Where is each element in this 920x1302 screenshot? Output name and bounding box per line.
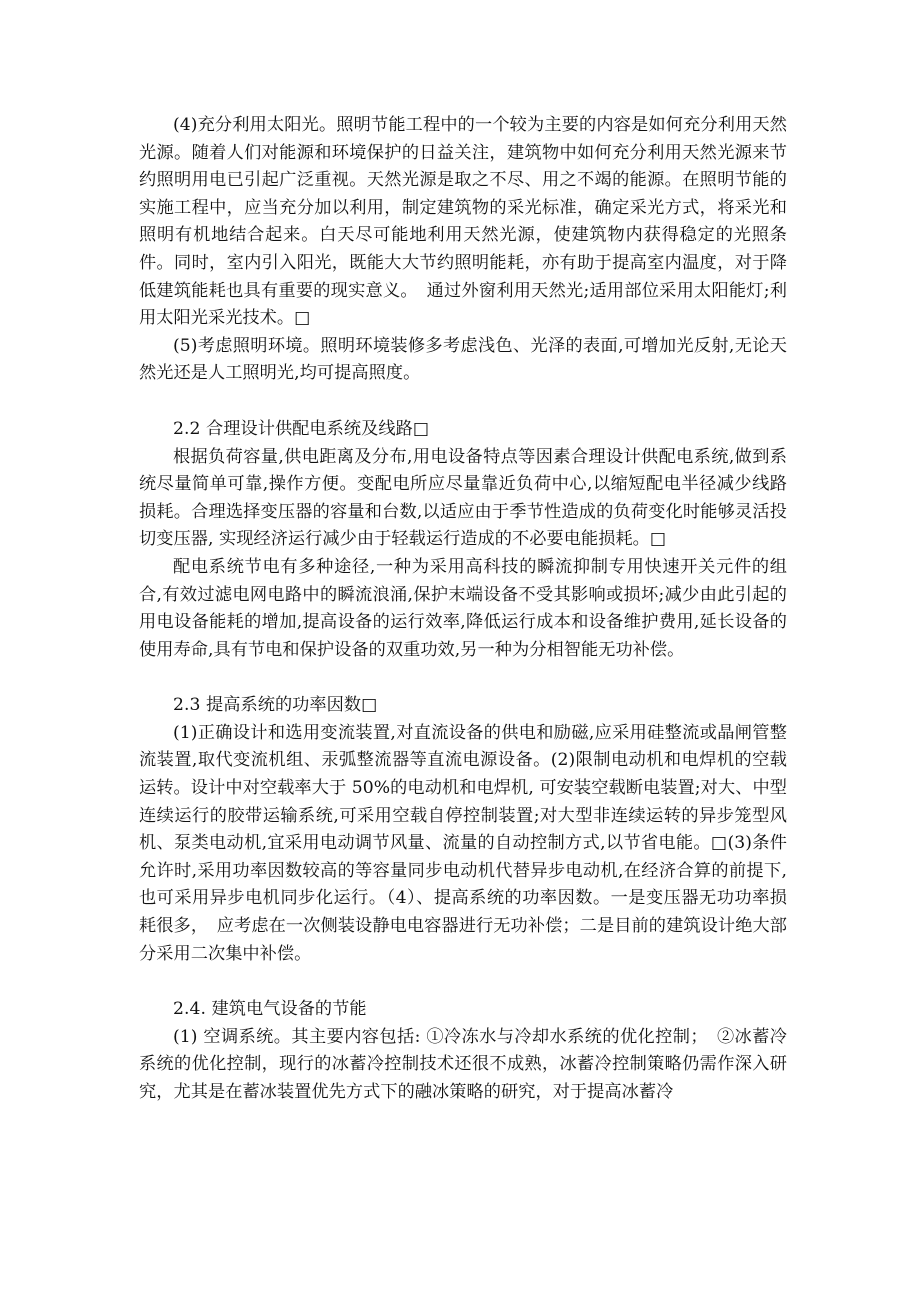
paragraph-text: (1)正确设计和选用变流装置,对直流设备的供电和励磁,应采用硅整流或晶闸管整流装置,取代变流机组、汞弧整流器等直流电源设备。(2)限制电动机和电焊机的空载运转。设计中对空载率大于 50%的电动机和电焊机, 可安装空载断电装置;对大、中型连续运行的胶带运输系统,可采用空载自停控制装置;对大型非连续运转的异步笼型风机、泵类电动机,宜采用电动调节风量、流量的自动控制方式,以节省电能。□(3)条件允许时,采用功率因数较高的等容量同步电动机代替异步电动机,在经济合算的前提下,也可采用异步电机同步化运行。（4）、提高系统的功率因数。一是变压器无功功率损耗很多， 应考虑在一次侧装设静电电容器进行无功补偿；二是目前的建筑设计绝大部分采用二次集中补偿。 — [139, 722, 787, 964]
heading-text: 2.2 合理设计供配电系统及线路 — [173, 418, 413, 439]
paragraph-text: 根据负荷容量,供电距离及分布,用电设备特点等因素合理设计供配电系统,做到系统尽量简单可靠,操作方便。变配电所应尽量靠近负荷中心,以缩短配电半径减少线路损耗。合理选择变压器的容量和台数,以适应由于季节性造成的负荷变化时能够灵活投切变压器, 实现经济运行减少由于轻载运行造成的不必要电能损耗。 — [139, 446, 787, 550]
missing-glyph-box: □ — [361, 695, 378, 716]
heading-text: 2.4. 建筑电气设备的节能 — [173, 999, 367, 1020]
missing-glyph-box: □ — [649, 529, 667, 550]
section-heading-2-2 — [139, 416, 787, 444]
section-heading-2-4 — [139, 996, 787, 1024]
section-heading-2-3 — [139, 692, 787, 720]
paragraph-text: (4)充分利用太阳光。照明节能工程中的一个较为主要的内容是如何充分利用天然光源。随着人们对能源和环境保护的日益关注，建筑物中如何充分利用天然光源来节约照明用电已引起广泛重视。天然光源是取之不尽、用之不竭的能源。在照明节能的实施工程中，应当充分加以利用，制定建筑物的采光标准，确定采光方式，将采光和照明有机地结合起来。白天尽可能地利用天然光源，使建筑物内获得稳定的光照条件。同时，室内引入阳光，既能大大节约照明能耗，亦有助于提高室内温度，对于降低建筑能耗也具有重要的现实意义。 通过外窗利用天然光;适用部位采用太阳能灯;利用太阳光采光技术。 — [139, 115, 787, 329]
heading-text: 2.3 提高系统的功率因数 — [173, 695, 362, 716]
paragraph-text: (5)考虑照明环境。照明环境装修多考虑浅色、光泽的表面,可增加光反射,无论天然光还是人工照明光,均可提高照度。 — [139, 335, 787, 384]
missing-glyph-box: □ — [294, 308, 311, 329]
paragraph-power-saving-methods — [139, 554, 787, 664]
paragraph-text: 配电系统节电有多种途径,一种为采用高科技的瞬流抑制专用快速开关元件的组合,有效过滤电网电路中的瞬流浪涌,保护末端设备不受其影响或损坏;减少由此引起的用电设备能耗的增加,提高设备的运行效率,降低运行成本和设备维护费用,延长设备的使用寿命,具有节电和保护设备的双重功效,另一种为分相智能无功补偿。 — [139, 556, 787, 660]
paragraph-lighting-environment — [139, 333, 787, 388]
paragraph-power-distribution-design — [139, 444, 787, 554]
paragraph-air-conditioning — [139, 1024, 787, 1107]
paragraph-text: (1) 空调系统。其主要内容包括: ①冷冻水与冷却水系统的优化控制； ②冰蓄冷系统的优化控制，现行的冰蓄冷控制技术还很不成熟，冰蓄冷控制策略仍需作深入研究，尤其是在蓄冰装置优先方式下的融冰策略的研究，对于提高冰蓄冷 — [139, 1026, 787, 1102]
paragraph-power-factor — [139, 720, 787, 968]
missing-glyph-box: □ — [412, 418, 430, 439]
paragraph-solar-light — [139, 112, 787, 333]
document-body — [139, 112, 787, 1107]
